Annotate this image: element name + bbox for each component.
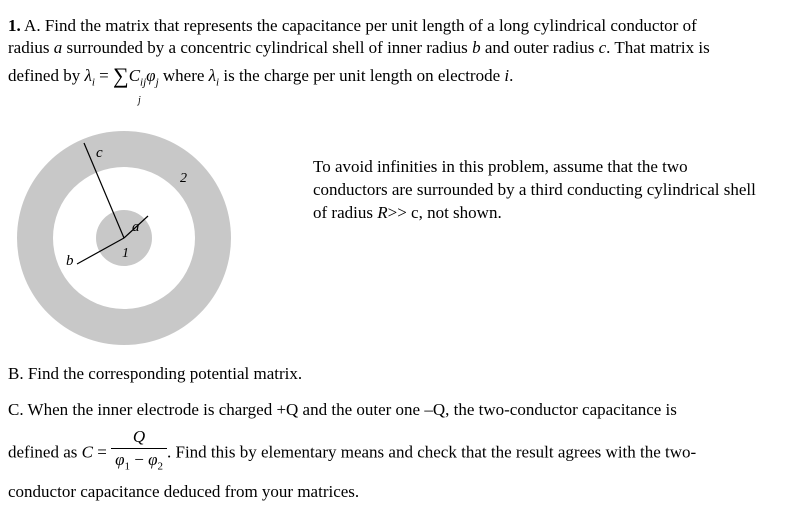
eq-sub-j: j (155, 76, 159, 89)
text-sub-i: i (216, 76, 220, 89)
part-c-line-2 (8, 428, 696, 479)
text-lambda: λ (208, 66, 217, 85)
var-a: a (53, 38, 63, 57)
den-phi2: φ (148, 450, 158, 469)
eq-sum: ∑ (113, 63, 129, 88)
note-radius-text: of radius (313, 203, 378, 222)
capacitance-fraction (111, 426, 167, 477)
den-sub2: 2 (157, 460, 163, 473)
label-2: 2 (180, 171, 187, 186)
label-b: b (66, 253, 74, 269)
var-b: b (472, 38, 481, 57)
eq-lambda: λ (84, 66, 92, 85)
eq-equals: = (94, 66, 114, 85)
text-defined-by: defined by (8, 66, 85, 85)
part-c-line-1: C. When the inner electrode is charged +Q and the outer one –Q, the two-conductor capacitance is (8, 400, 677, 419)
text-matrix-is: . That matrix is (606, 38, 710, 57)
eq-equals-c: = (92, 442, 112, 462)
text-surrounded: surrounded by a concentric cylindrical shell of inner radius (62, 38, 473, 57)
text-charge-per-length: is the charge per unit length on electrode (219, 66, 505, 85)
eq-sub-ij: ij (140, 76, 147, 89)
var-i: i (504, 66, 510, 85)
eq-phi: φ (146, 66, 156, 85)
eq-sub-i: i (91, 76, 95, 89)
text-where: where (158, 66, 209, 85)
note-not-shown: >> c, not shown. (387, 203, 502, 222)
note-line-2: conductors are surrounded by a third conducting cylindrical shell (313, 180, 756, 199)
part-c-line-3: conductor capacitance deduced from your matrices. (8, 482, 360, 501)
text-find-elementary: . Find this by elementary means and check that the result agrees with the two- (166, 442, 697, 462)
label-a: a (132, 219, 140, 235)
var-c: c (598, 38, 607, 57)
frac-denominator (111, 449, 167, 477)
frac-numerator: Q (111, 426, 167, 449)
sum-index-j: j (138, 95, 141, 106)
part-b: B. Find the corresponding potential matrix. (8, 364, 303, 383)
problem-number: 1. (8, 16, 21, 35)
text-defined-as: defined as (8, 442, 82, 462)
note-line-1: To avoid infinities in this problem, assume that the two (313, 157, 688, 176)
note-line-3 (313, 203, 502, 223)
problem-line-2 (8, 38, 710, 58)
den-phi1: φ (115, 450, 125, 469)
problem-line-3 (8, 64, 513, 92)
label-c: c (96, 145, 103, 161)
eq-C: C (128, 66, 141, 85)
den-minus: − (129, 450, 149, 469)
text-period: . (509, 66, 514, 85)
var-R: R (377, 203, 388, 222)
label-1: 1 (122, 246, 129, 261)
problem-text-1: A. Find the matrix that represents the capacitance per unit length of a long cylindrical conductor of (20, 16, 697, 35)
text-radius: radius (8, 38, 54, 57)
cylinder-figure (0, 130, 300, 350)
text-outer-radius: and outer radius (480, 38, 599, 57)
den-sub1: 1 (124, 460, 130, 473)
problem-line-1 (8, 16, 697, 36)
eq-C-cap: C (81, 442, 93, 462)
